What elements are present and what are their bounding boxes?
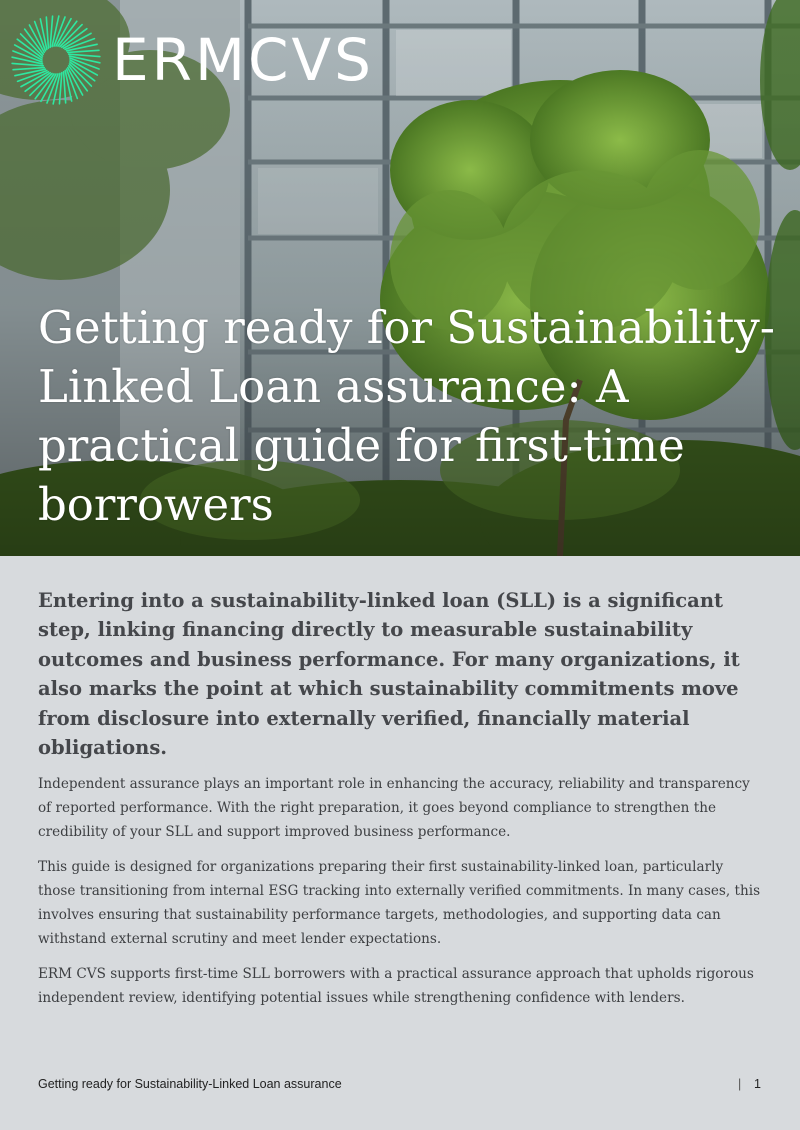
- body-paragraph-3: ERM CVS supports first-time SLL borrowers with a practical assurance approach that upholds rigorous independent review, identifying potential issues while strengthening confidence with lenders.: [38, 966, 754, 1007]
- footer-title: Getting ready for Sustainability-Linked Loan assurance: [38, 1077, 342, 1091]
- starburst-icon: [8, 12, 104, 108]
- hero-image: [0, 0, 800, 556]
- footer-separator: |: [738, 1077, 742, 1091]
- body-paragraph-1: Independent assurance plays an important role in enhancing the accuracy, reliability and transparency of reported performance. With the right preparation, it goes beyond compliance to strengthen the credibility of your SLL and support improved business performance.: [38, 776, 750, 841]
- brand-name: ERMCVS: [112, 26, 374, 94]
- main-content: [38, 586, 762, 1021]
- body-paragraph-2: This guide is designed for organizations preparing their first sustainability-linked loan, particularly those transitioning from internal ESG tracking into externally verified commitments. In many cases, this involves ensuring that sustainability performance targets, methodologies, and supporting data can withstand external scrutiny and meet lender expectations.: [38, 859, 761, 948]
- ermcvs-logo: [8, 12, 374, 108]
- page-number: 1: [754, 1077, 761, 1091]
- lead-paragraph: Entering into a sustainability-linked loan (SLL) is a significant step, linking financing directly to measurable sustainability outcomes and business performance. For many organizations, it also marks the point at which sustainability commitments move from disclosure into externally verified, financially material obligations.: [38, 589, 740, 760]
- page-title: Getting ready for Sustainability-Linked Loan assurance: A practical guide for first-time borrowers: [38, 301, 776, 531]
